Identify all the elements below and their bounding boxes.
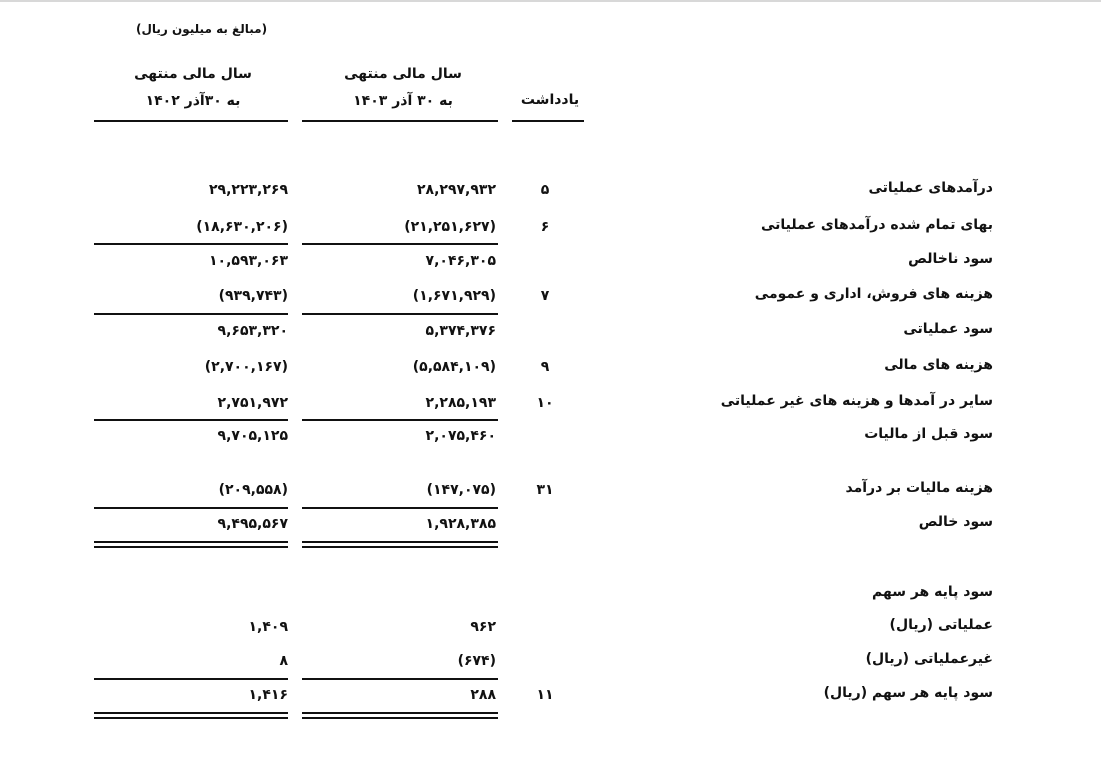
row-label-net-profit: سود خالص bbox=[918, 514, 993, 530]
row-note: ۷ bbox=[540, 288, 550, 304]
row-value-1402: (۱۸,۶۳۰,۲۰۶) bbox=[196, 219, 288, 235]
subtotal-line bbox=[94, 419, 288, 421]
subtotal-line bbox=[302, 507, 498, 509]
row-label-finance-costs: هزینه های مالی bbox=[884, 357, 993, 373]
header-underline-note bbox=[512, 120, 584, 122]
col-1403-header-line2: به ۳۰ آذر ۱۴۰۳ bbox=[353, 93, 453, 109]
row-value-1402: ۱,۴۱۶ bbox=[248, 687, 288, 703]
col-1402-header-line1: سال مالی منتهی bbox=[134, 66, 252, 82]
row-label-eps-heading: سود پایه هر سهم bbox=[871, 584, 993, 600]
subtotal-line bbox=[94, 678, 288, 680]
row-value-1403: (۵,۵۸۴,۱۰۹) bbox=[412, 359, 496, 375]
top-border bbox=[0, 0, 1101, 2]
note-column-header: یادداشت bbox=[520, 92, 580, 108]
row-value-1402: (۹۳۹,۷۴۳) bbox=[218, 288, 288, 304]
row-note: ۶ bbox=[540, 219, 550, 235]
row-value-1402: (۲,۷۰۰,۱۶۷) bbox=[204, 359, 288, 375]
row-value-1403: (۶۷۴) bbox=[457, 653, 496, 669]
row-label-operating-profit: سود عملیاتی bbox=[903, 321, 993, 337]
row-label-gross-profit: سود ناخالص bbox=[908, 251, 993, 267]
double-underline-top bbox=[94, 541, 288, 543]
col-1402-header-line2: به ۳۰آذر ۱۴۰۲ bbox=[145, 93, 241, 109]
subtotal-line bbox=[94, 507, 288, 509]
row-note: ۱۱ bbox=[536, 687, 554, 703]
row-value-1403: ۷,۰۴۶,۳۰۵ bbox=[425, 253, 496, 269]
subtotal-line bbox=[302, 243, 498, 245]
row-value-1402: (۲۰۹,۵۵۸) bbox=[218, 482, 288, 498]
row-label-operating-revenue: درآمدهای عملیاتی bbox=[868, 180, 993, 196]
row-label-cost-of-revenue: بهای تمام شده درآمدهای عملیاتی bbox=[760, 217, 993, 233]
unit-note: (مبالغ به میلیون ریال) bbox=[136, 22, 268, 36]
row-note: ۵ bbox=[540, 182, 550, 198]
row-label-other-income: سایر در آمدها و هزینه های غیر عملیاتی bbox=[720, 393, 993, 409]
row-value-1403: (۲۱,۲۵۱,۶۲۷) bbox=[404, 219, 496, 235]
row-value-1402: ۱,۴۰۹ bbox=[248, 619, 288, 635]
row-value-1402: ۲۹,۲۲۳,۲۶۹ bbox=[209, 182, 288, 198]
double-underline-top bbox=[94, 712, 288, 714]
subtotal-line bbox=[94, 243, 288, 245]
double-underline-top bbox=[302, 712, 498, 714]
double-underline-bottom bbox=[302, 717, 498, 719]
row-note: ۹ bbox=[540, 359, 550, 375]
row-label-eps-total: سود پایه هر سهم (ریال) bbox=[823, 685, 993, 701]
row-value-1403: ۹۶۲ bbox=[470, 619, 496, 635]
row-value-1403: ۲۸,۲۹۷,۹۳۲ bbox=[417, 182, 496, 198]
header-underline-1402 bbox=[94, 120, 288, 122]
double-underline-bottom bbox=[302, 546, 498, 548]
row-label-income-tax: هزینه مالیات بر درآمد bbox=[845, 480, 993, 496]
row-value-1402: ۹,۴۹۵,۵۶۷ bbox=[217, 516, 288, 532]
row-value-1402: ۹,۷۰۵,۱۲۵ bbox=[217, 428, 288, 444]
subtotal-line bbox=[302, 419, 498, 421]
row-label-profit-before-tax: سود قبل از مالیات bbox=[864, 426, 993, 442]
row-value-1403: ۱,۹۲۸,۳۸۵ bbox=[425, 516, 496, 532]
row-value-1402: ۸ bbox=[279, 653, 288, 669]
subtotal-line bbox=[302, 313, 498, 315]
subtotal-line bbox=[302, 678, 498, 680]
row-value-1403: ۵,۳۷۴,۳۷۶ bbox=[425, 323, 496, 339]
row-value-1403: (۱,۶۷۱,۹۲۹) bbox=[412, 288, 496, 304]
row-value-1403: (۱۴۷,۰۷۵) bbox=[426, 482, 496, 498]
double-underline-bottom bbox=[94, 717, 288, 719]
row-value-1403: ۲,۰۷۵,۴۶۰ bbox=[425, 428, 496, 444]
row-label-eps-non-operating: غیرعملیاتی (ریال) bbox=[865, 651, 993, 667]
double-underline-bottom bbox=[94, 546, 288, 548]
header-underline-1403 bbox=[302, 120, 498, 122]
col-1403-header-line1: سال مالی منتهی bbox=[344, 66, 462, 82]
row-note: ۱۰ bbox=[536, 395, 554, 411]
double-underline-top bbox=[302, 541, 498, 543]
row-value-1402: ۹,۶۵۳,۳۲۰ bbox=[217, 323, 288, 339]
row-value-1403: ۲,۲۸۵,۱۹۳ bbox=[425, 395, 496, 411]
row-value-1403: ۲۸۸ bbox=[470, 687, 496, 703]
row-value-1402: ۲,۷۵۱,۹۷۲ bbox=[217, 395, 288, 411]
row-note: ۳۱ bbox=[536, 482, 554, 498]
row-label-sga-expenses: هزینه های فروش، اداری و عمومی bbox=[754, 286, 993, 302]
subtotal-line bbox=[94, 313, 288, 315]
row-value-1402: ۱۰,۵۹۳,۰۶۳ bbox=[209, 253, 288, 269]
row-label-eps-operating: عملیاتی (ریال) bbox=[889, 617, 993, 633]
